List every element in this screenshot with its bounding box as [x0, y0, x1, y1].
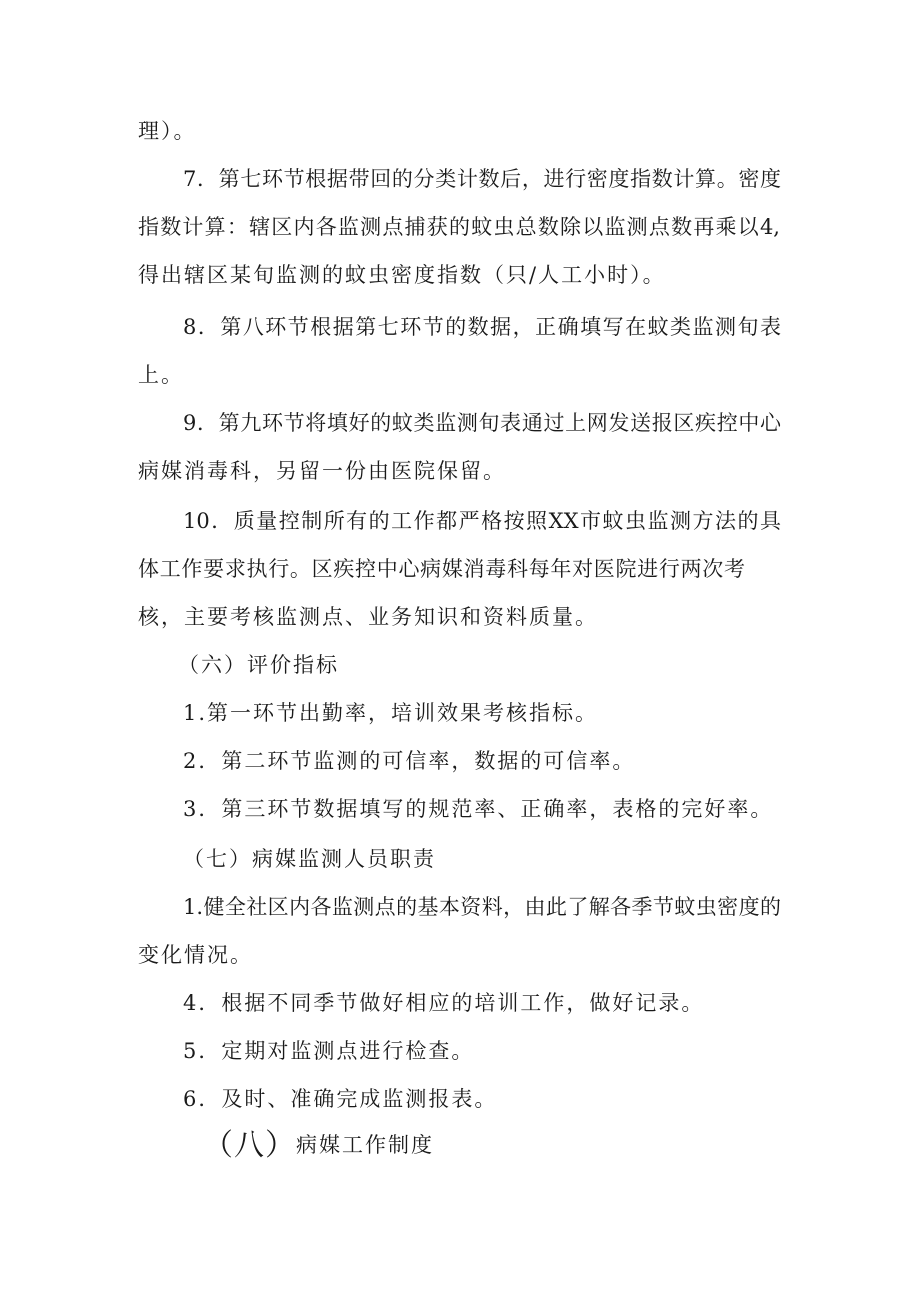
text-line: 8．第八环节根据第七环节的数据，正确填写在蚊类监测旬表	[183, 315, 781, 339]
text-line: 1.第一环节出勤率，培训效果考核指标。	[183, 701, 599, 725]
text-line: 9．第九环节将填好的蚊类监测旬表通过上网发送报区疾控中心	[183, 411, 781, 435]
text-line: 1.健全社区内各监测点的基本资料，由此了解各季节蚊虫密度的	[183, 895, 781, 919]
text-line: 4．根据不同季节做好相应的培训工作，做好记录。	[183, 991, 705, 1015]
text-line: 2．第二环节监测的可信率，数据的可信率。	[183, 749, 636, 773]
text-line: 病媒消毒科，另留一份由医院保留。	[138, 459, 506, 483]
text-line: 上。	[138, 363, 184, 387]
text-line: 7．第七环节根据带回的分类计数后，进行密度指数计算。密度	[183, 167, 781, 191]
text-line: 6．及时、准确完成监测报表。	[183, 1087, 498, 1111]
section-heading: （六）评价指标	[178, 653, 339, 677]
section-heading-8	[203, 1130, 434, 1161]
section-title: 病媒工作制度	[296, 1133, 434, 1157]
text-line: 得出辖区某旬监测的蚊虫密度指数（只/人工小时）。	[138, 263, 666, 287]
text-line: 3．第三环节数据填写的规范率、正确率，表格的完好率。	[183, 797, 774, 821]
text-line: 核，主要考核监测点、业务知识和资料质量。	[138, 605, 598, 629]
section-heading: （七）病媒监测人员职责	[183, 847, 436, 871]
section-number: （八）	[203, 1128, 296, 1163]
text-line: 指数计算：辖区内各监测点捕获的蚊虫总数除以监测点数再乘以4,	[138, 215, 780, 239]
text-line: 理）。	[138, 119, 197, 143]
text-line: 10．质量控制所有的工作都严格按照XX市蚊虫监测方法的具	[183, 509, 781, 533]
text-line: 变化情况。	[138, 943, 253, 967]
text-line: 体工作要求执行。区疾控中心病媒消毒科每年对医院进行两次考	[138, 557, 745, 581]
text-line: 5．定期对监测点进行检查。	[183, 1039, 475, 1063]
